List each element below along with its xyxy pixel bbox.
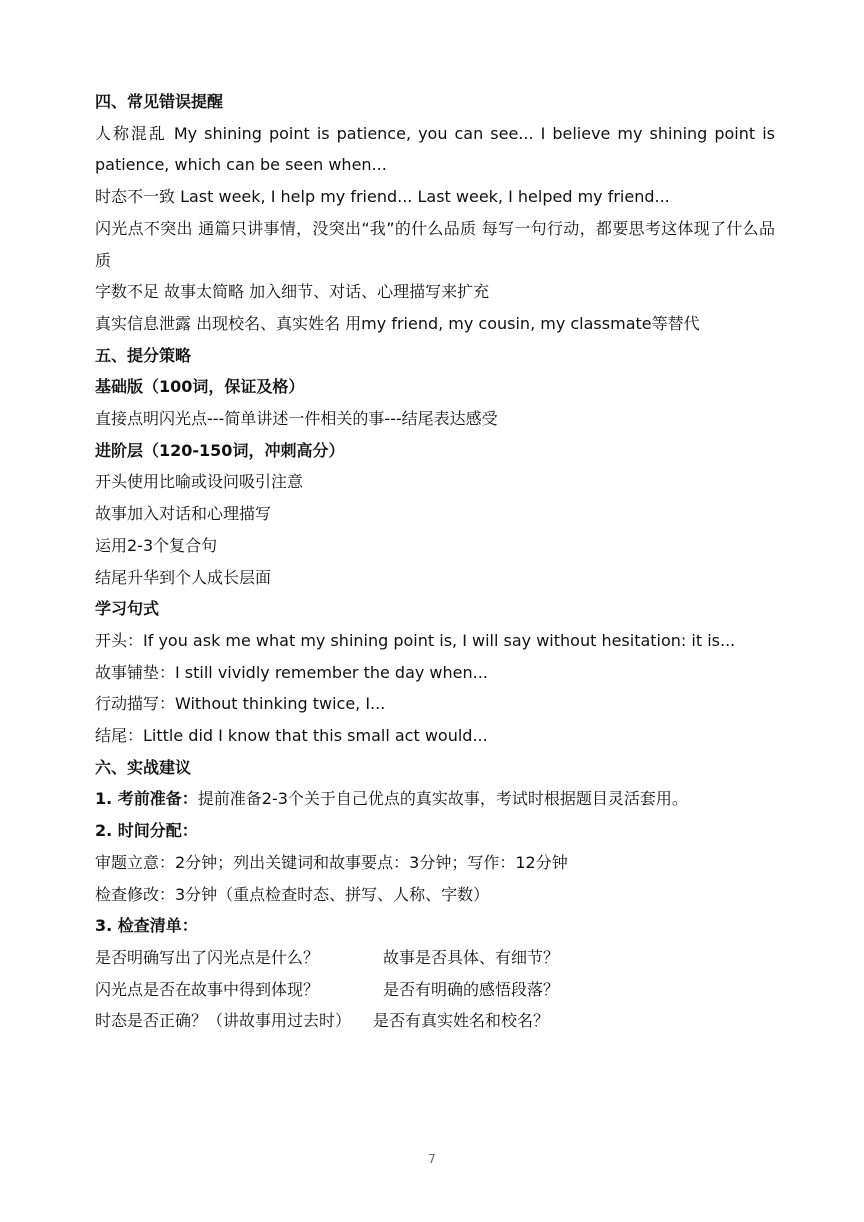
list-item: 故事铺垫：I still vividly remember the day when... bbox=[95, 662, 488, 682]
list-item: 行动描写：Without thinking twice, I... bbox=[95, 694, 386, 714]
list-item: 开头使用比喻或设问吸引注意 bbox=[95, 472, 304, 492]
page-number: 7 bbox=[428, 1152, 436, 1166]
subsection-heading: 基础版（100词，保证及格） bbox=[95, 377, 305, 397]
subsection-heading: 进阶层（120-150词，冲刺高分） bbox=[95, 440, 345, 460]
document-page bbox=[95, 86, 775, 1037]
list-item: 审题立意：2分钟；列出关键词和故事要点：3分钟；写作：12分钟 bbox=[95, 852, 568, 872]
item-label: 1. 考前准备： bbox=[95, 789, 198, 809]
checklist-row bbox=[95, 974, 775, 1006]
section-heading: 六、实战建议 bbox=[95, 757, 192, 777]
item-label: 2. 时间分配： bbox=[95, 821, 198, 841]
list-item: 结尾：Little did I know that this small act would... bbox=[95, 726, 488, 746]
list-item: 开头：If you ask me what my shining point is, I will say without hesitation: it is... bbox=[95, 630, 736, 650]
subsection-heading: 学习句式 bbox=[95, 599, 160, 619]
checklist-row bbox=[95, 942, 775, 974]
item-text: 提前准备2-3个关于自己优点的真实故事，考试时根据题目灵活套用。 bbox=[197, 789, 688, 809]
paragraph: 字数不足 故事太简略 加入细节、对话、心理描写来扩充 bbox=[95, 282, 490, 302]
checklist-item: 故事是否具体、有细节？ bbox=[383, 947, 560, 967]
paragraph: 人称混乱 My shining point is patience, you can see... I believe my shining point is patience, which can be seen when... bbox=[95, 123, 775, 175]
section-heading: 五、提分策略 bbox=[95, 345, 192, 365]
section-heading: 四、常见错误提醒 bbox=[95, 92, 224, 111]
paragraph: 真实信息泄露 出现校名、真实姓名 用my friend, my cousin, my classmate等替代 bbox=[95, 313, 700, 333]
list-item: 运用2-3个复合句 bbox=[95, 535, 218, 555]
paragraph: 时态不一致 Last week, I help my friend... Last week, I helped my friend... bbox=[95, 187, 670, 207]
checklist-item: 是否有明确的感悟段落？ bbox=[383, 979, 560, 999]
item-label: 3. 检查清单： bbox=[95, 916, 198, 936]
checklist-item: 是否有真实姓名和校名？ bbox=[373, 1011, 550, 1031]
paragraph: 闪光点不突出 通篇只讲事情，没突出“我”的什么品质 每写一句行动，都要思考这体现了什么品质 bbox=[95, 218, 775, 270]
paragraph bbox=[95, 783, 775, 815]
list-item: 结尾升华到个人成长层面 bbox=[95, 567, 272, 587]
list-item: 故事加入对话和心理描写 bbox=[95, 504, 272, 524]
list-item: 检查修改：3分钟（重点检查时态、拼写、人称、字数） bbox=[95, 884, 490, 904]
checklist-item: 时态是否正确？（讲故事用过去时） bbox=[95, 1011, 352, 1031]
checklist-row bbox=[95, 1005, 775, 1037]
checklist-item: 是否明确写出了闪光点是什么？ bbox=[95, 947, 320, 967]
paragraph: 直接点明闪光点---简单讲述一件相关的事---结尾表达感受 bbox=[95, 409, 498, 429]
checklist-item: 闪光点是否在故事中得到体现？ bbox=[95, 979, 320, 999]
